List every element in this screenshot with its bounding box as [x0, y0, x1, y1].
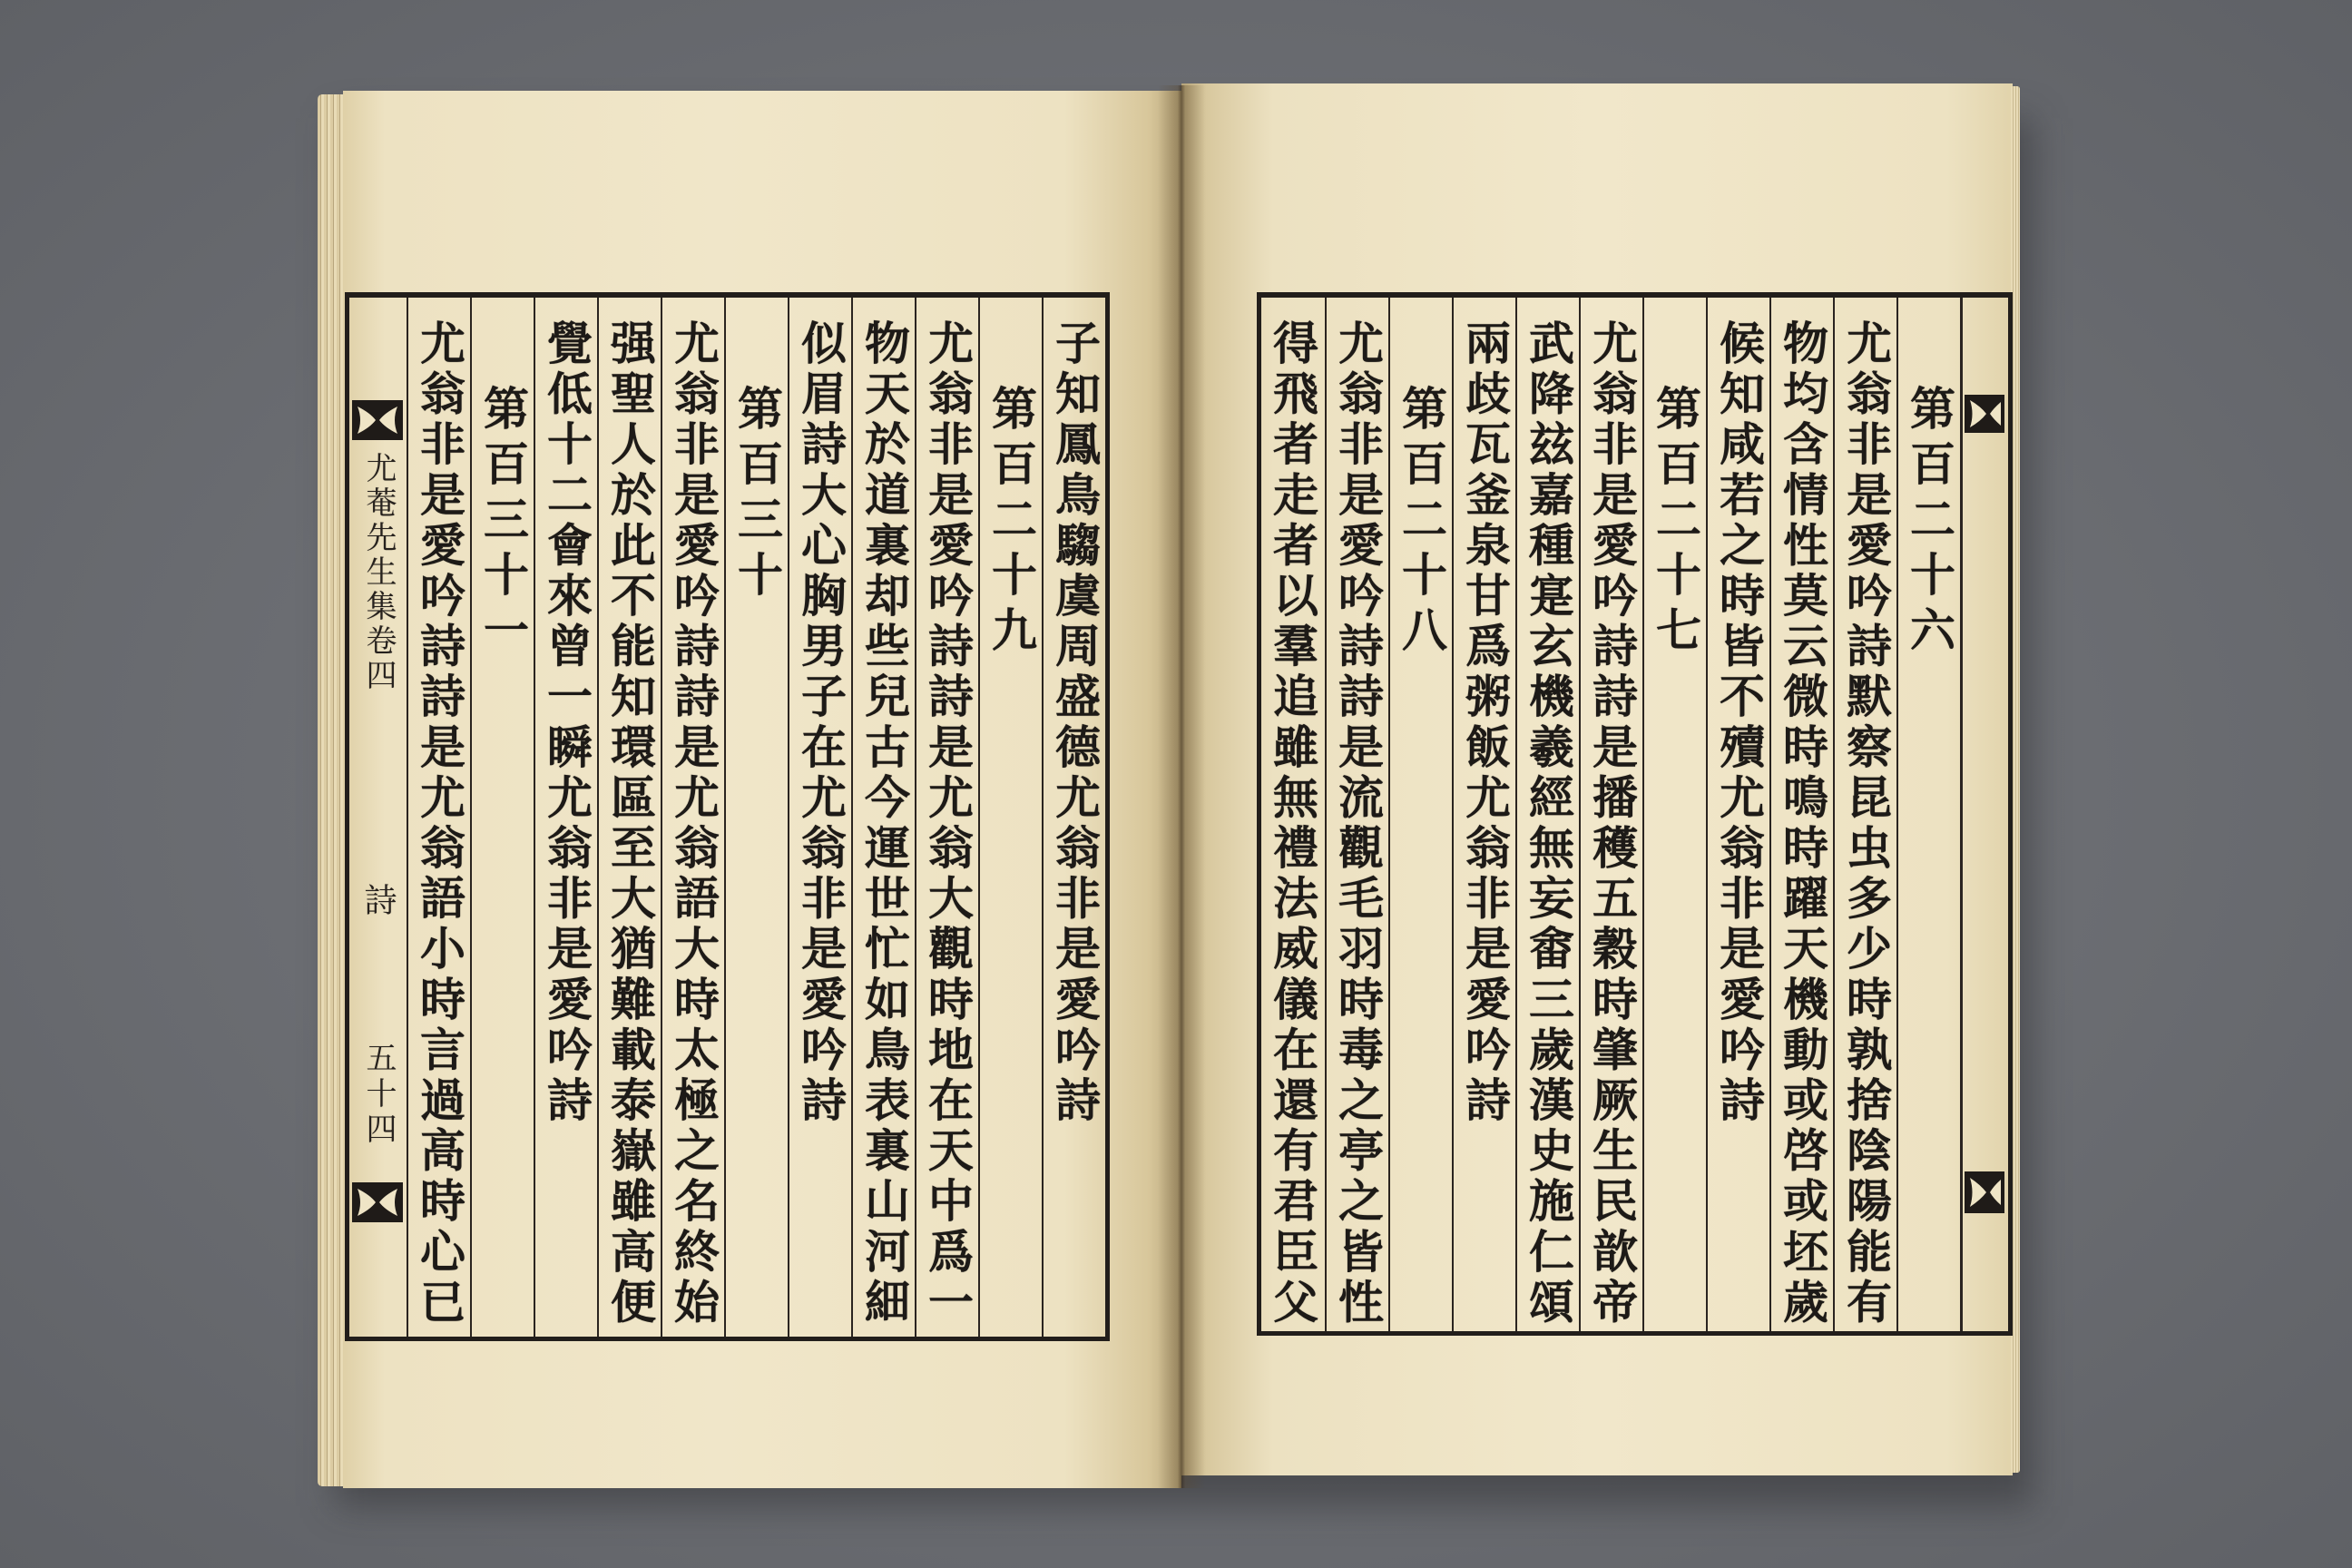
- poem-line: 兩歧瓦釜泉甘爲粥飯尤翁非是愛吟詩: [1458, 319, 1512, 1127]
- fish-tail-mark-icon: [1965, 1171, 2004, 1213]
- text-column: [1515, 298, 1579, 1331]
- text-column: [1706, 298, 1769, 1331]
- poem-line: 尤翁非是愛吟詩默察昆虫多少時孰捨陰陽能有: [1839, 319, 1893, 1328]
- poem-line: 尤翁非是愛吟詩詩是流觀毛羽時毒之亭之皆性: [1331, 319, 1385, 1328]
- text-column: [1261, 298, 1325, 1331]
- title-column: [1896, 298, 1960, 1331]
- poem-line: 物天於道裏却些兒古今運世忙如鳥表裏山河細: [858, 319, 911, 1328]
- title-column: [470, 298, 534, 1337]
- poem-number-heading: 第百二十六: [1903, 385, 1956, 662]
- text-column: [1325, 298, 1388, 1331]
- text-column: [534, 298, 597, 1337]
- center-margin-column: [349, 298, 407, 1337]
- text-column: [407, 298, 470, 1337]
- text-column: [1579, 298, 1642, 1331]
- text-column: [788, 298, 851, 1337]
- poem-line: 尤翁非是愛吟詩詩是尤翁大觀時地在天中爲一: [921, 319, 975, 1328]
- poem-number-heading: 第百三十: [730, 385, 784, 606]
- poem-line: 武降玆嘉種寔玄機羲經無妄畬三歲漢史施仁頌: [1522, 319, 1575, 1328]
- poem-number-heading: 第百二十八: [1395, 385, 1448, 662]
- text-column: [915, 298, 978, 1337]
- poem-line: 强聖人於此不能知環區至大猶難載泰嶽雖高便: [603, 319, 657, 1328]
- poem-line: 尤翁非是愛吟詩詩是播穫五穀時肇厥生民歆帝: [1585, 319, 1639, 1328]
- poem-line: 似眉詩大心胸男子在尤翁非是愛吟詩: [794, 319, 848, 1127]
- fish-tail-mark-icon: [1965, 395, 2004, 433]
- poem-line: 子知鳳鳥騶虞周盛德尤翁非是愛吟詩: [1048, 319, 1102, 1127]
- text-column: [851, 298, 915, 1337]
- text-column: [1769, 298, 1833, 1331]
- title-column: [724, 298, 788, 1337]
- page-number: 五十四: [360, 1042, 397, 1148]
- poem-line: 尤翁非是愛吟詩詩是尤翁語大時太極之名終始: [667, 319, 720, 1328]
- fish-tail-mark-icon: [352, 1182, 403, 1222]
- text-column: [661, 298, 724, 1337]
- poem-line: 得飛者走者以羣追雖無禮法威儀在還有君臣父: [1266, 319, 1319, 1328]
- section-label: 詩: [359, 883, 397, 916]
- page-stack-edge-left: [318, 94, 345, 1486]
- poem-line: 候知咸若之時皆不殰尤翁非是愛吟詩: [1712, 319, 1766, 1127]
- poem-number-heading: 第百三十一: [476, 385, 530, 662]
- text-column: [1042, 298, 1105, 1337]
- book-gutter: [1158, 85, 1205, 1488]
- fish-tail-mark-icon: [352, 400, 403, 440]
- text-column: [597, 298, 661, 1337]
- title-column: [1642, 298, 1706, 1331]
- text-column: [1833, 298, 1896, 1331]
- poem-number-heading: 第百二十九: [985, 385, 1038, 662]
- title-column: [978, 298, 1042, 1337]
- left-page-text-frame: [345, 292, 1110, 1341]
- title-column: [1388, 298, 1452, 1331]
- text-column: [1452, 298, 1515, 1331]
- center-margin-half: [1960, 298, 2008, 1331]
- poem-line: 尤翁非是愛吟詩詩是尤翁語小時言過高時心已: [413, 319, 466, 1328]
- poem-line: 覺低十二會來曾一瞬尤翁非是愛吟詩: [540, 319, 593, 1127]
- collection-title: 尤菴先生集卷四: [360, 452, 397, 693]
- right-page-text-frame: [1257, 292, 2013, 1336]
- poem-number-heading: 第百二十七: [1649, 385, 1702, 662]
- poem-line: 物均含情性莫云微時鳴時躍天機動或啓或坯歲: [1776, 319, 1829, 1328]
